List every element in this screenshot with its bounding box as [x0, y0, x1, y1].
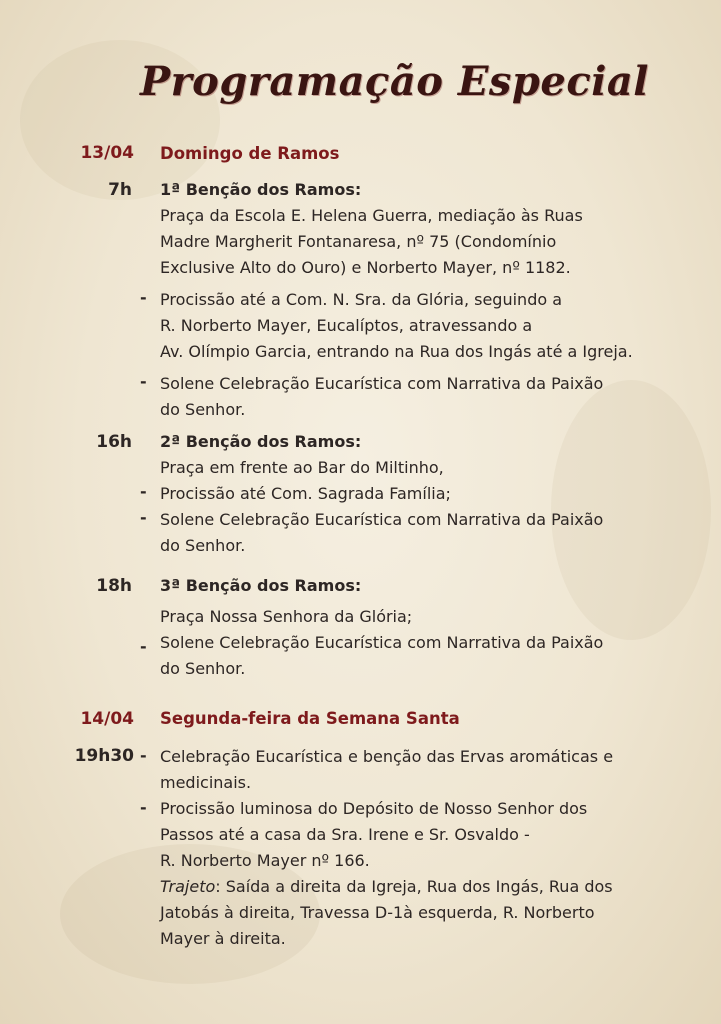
event-line: Av. Olímpio Garcia, entrando na Rua dos Ingás até a Igreja. [160, 342, 633, 361]
section-day-segunda-feira: Segunda-feira da Semana Santa [160, 709, 460, 728]
trajeto-label: Trajeto [160, 877, 216, 896]
section-day-domingo-de-ramos: Domingo de Ramos [160, 144, 340, 163]
event-time-7h: 7h [108, 180, 132, 200]
event-18h-heading-block [160, 573, 700, 599]
event-16h-details [160, 429, 700, 559]
event-line: do Senhor. [160, 659, 246, 678]
event-time-18h: 18h [96, 576, 132, 596]
event-heading: 1ª Benção dos Ramos: [160, 180, 362, 199]
dash-marker: - [140, 508, 147, 527]
event-line: Exclusive Alto do Ouro) e Norberto Mayer, nº 1182. [160, 258, 571, 277]
dash-marker: - [140, 288, 147, 307]
event-line: R. Norberto Mayer nº 166. [160, 851, 370, 870]
event-line: Solene Celebração Eucarística com Narrativa da Paixão [160, 633, 604, 652]
event-line: Praça da Escola E. Helena Guerra, mediação às Ruas [160, 206, 583, 225]
event-line: medicinais. [160, 773, 252, 792]
event-line: Procissão até Com. Sagrada Família; [160, 484, 451, 503]
event-18h-details [160, 604, 700, 682]
event-7h-details [160, 177, 700, 281]
trajeto-text: : Saída a direita da Igreja, Rua dos Ingás, Rua dos [215, 877, 613, 896]
dash-marker: - [140, 482, 147, 501]
event-19h30-details [160, 744, 700, 952]
dash-marker: - [140, 746, 147, 765]
event-line: Solene Celebração Eucarística com Narrativa da Paixão [160, 510, 604, 529]
dash-marker: - [140, 798, 147, 817]
dash-marker: - [140, 637, 147, 656]
event-line: Mayer à direita. [160, 929, 286, 948]
event-line: Procissão luminosa do Depósito de Nosso Senhor dos [160, 799, 588, 818]
event-line: Procissão até a Com. N. Sra. da Glória, seguindo a [160, 290, 563, 309]
event-line: Passos até a casa da Sra. Irene e Sr. Osvaldo - [160, 825, 530, 844]
section-date-1404: 14/04 [80, 709, 134, 729]
event-heading: 2ª Benção dos Ramos: [160, 432, 362, 451]
event-heading: 3ª Benção dos Ramos: [160, 576, 362, 595]
event-7h-celebration [160, 371, 700, 423]
event-line: Solene Celebração Eucarística com Narrativa da Paixão [160, 374, 604, 393]
event-line: Madre Margherit Fontanaresa, nº 75 (Condomínio [160, 232, 557, 251]
event-line: Praça em frente ao Bar do Miltinho, [160, 458, 444, 477]
event-line: R. Norberto Mayer, Eucalíptos, atravessando a [160, 316, 533, 335]
section-date-1304: 13/04 [80, 143, 134, 163]
event-line: Celebração Eucarística e benção das Ervas aromáticas e [160, 747, 614, 766]
dash-marker: - [140, 372, 147, 391]
event-line: do Senhor. [160, 536, 246, 555]
event-line: Praça Nossa Senhora da Glória; [160, 607, 413, 626]
event-time-16h: 16h [96, 432, 132, 452]
event-7h-procession [160, 287, 700, 365]
trajeto-line [160, 874, 700, 900]
event-line: Jatobás à direita, Travessa D-1à esquerda, R. Norberto [160, 903, 595, 922]
event-line: do Senhor. [160, 400, 246, 419]
event-time-19h30: 19h30 [74, 746, 134, 766]
page-title: Programação Especial [140, 58, 650, 105]
